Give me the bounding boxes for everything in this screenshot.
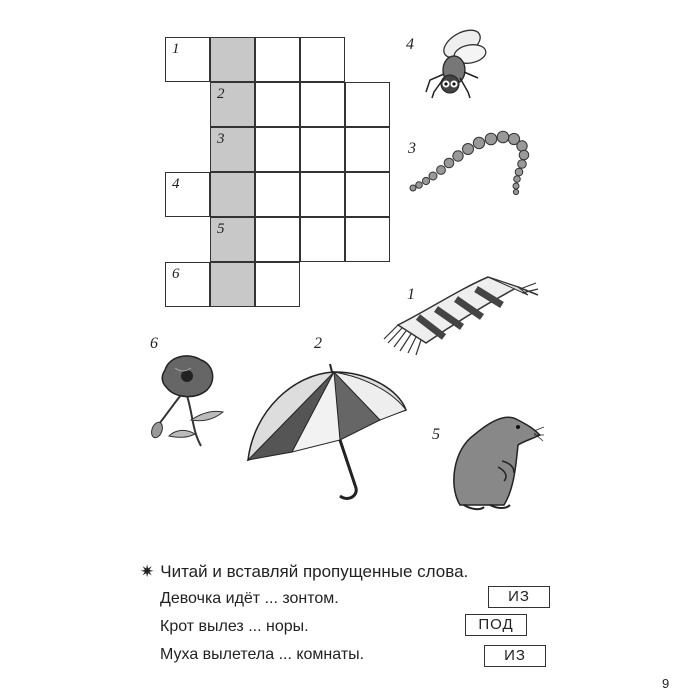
crossword-cell[interactable] (300, 82, 345, 127)
crossword-cell[interactable] (345, 217, 390, 262)
star-icon: ✷ (140, 562, 155, 581)
picture-number: 6 (150, 335, 158, 352)
sentence-3: Муха вылетела ... комнаты. (160, 646, 365, 663)
crossword-cell[interactable] (300, 127, 345, 172)
row-number: 6 (172, 266, 180, 282)
crossword-cell-keyword[interactable] (210, 217, 255, 262)
scarf-icon (378, 265, 543, 355)
sentence-1: Девочка идёт ... зонтом. (160, 590, 339, 607)
picture-number: 5 (432, 426, 440, 443)
answer-box-2[interactable]: ПОД (465, 614, 527, 636)
row-number: 1 (172, 41, 180, 57)
crossword-cell[interactable] (165, 262, 210, 307)
crossword-cell-keyword[interactable] (210, 262, 255, 307)
picture-number: 2 (314, 335, 322, 352)
task-title (140, 562, 468, 582)
beads-icon (405, 122, 555, 202)
answer-box-3[interactable]: ИЗ (484, 645, 546, 667)
crossword-cell[interactable] (300, 217, 345, 262)
fly-icon (420, 22, 490, 100)
crossword-cell[interactable] (345, 82, 390, 127)
crossword-cell[interactable] (345, 172, 390, 217)
mole-icon (444, 405, 544, 515)
umbrella-icon (244, 360, 409, 505)
picture-number: 3 (408, 140, 416, 157)
poppy-flower-icon (145, 350, 235, 450)
crossword-cell[interactable] (255, 217, 300, 262)
crossword-cell[interactable] (300, 37, 345, 82)
picture-number: 4 (406, 36, 414, 53)
crossword-cell-keyword[interactable] (210, 82, 255, 127)
row-number: 5 (217, 221, 225, 237)
answer-box-1[interactable]: ИЗ (488, 586, 550, 608)
sentence-2: Крот вылез ... норы. (160, 618, 309, 635)
task-title-text: Читай и вставляй пропущенные слова. (160, 562, 469, 581)
row-number: 4 (172, 176, 180, 192)
crossword-cell[interactable] (165, 172, 210, 217)
crossword-cell[interactable] (255, 37, 300, 82)
crossword-cell-keyword[interactable] (210, 127, 255, 172)
crossword-cell[interactable] (255, 82, 300, 127)
row-number: 3 (217, 131, 225, 147)
crossword-cell[interactable] (345, 127, 390, 172)
crossword-cell[interactable] (165, 37, 210, 82)
crossword-cell-keyword[interactable] (210, 37, 255, 82)
crossword-cell[interactable] (300, 172, 345, 217)
crossword-cell-keyword[interactable] (210, 172, 255, 217)
picture-number: 1 (407, 286, 415, 303)
crossword-cell[interactable] (255, 172, 300, 217)
crossword-cell[interactable] (255, 262, 300, 307)
crossword-cell[interactable] (255, 127, 300, 172)
row-number: 2 (217, 86, 225, 102)
page-number: 9 (662, 676, 670, 691)
